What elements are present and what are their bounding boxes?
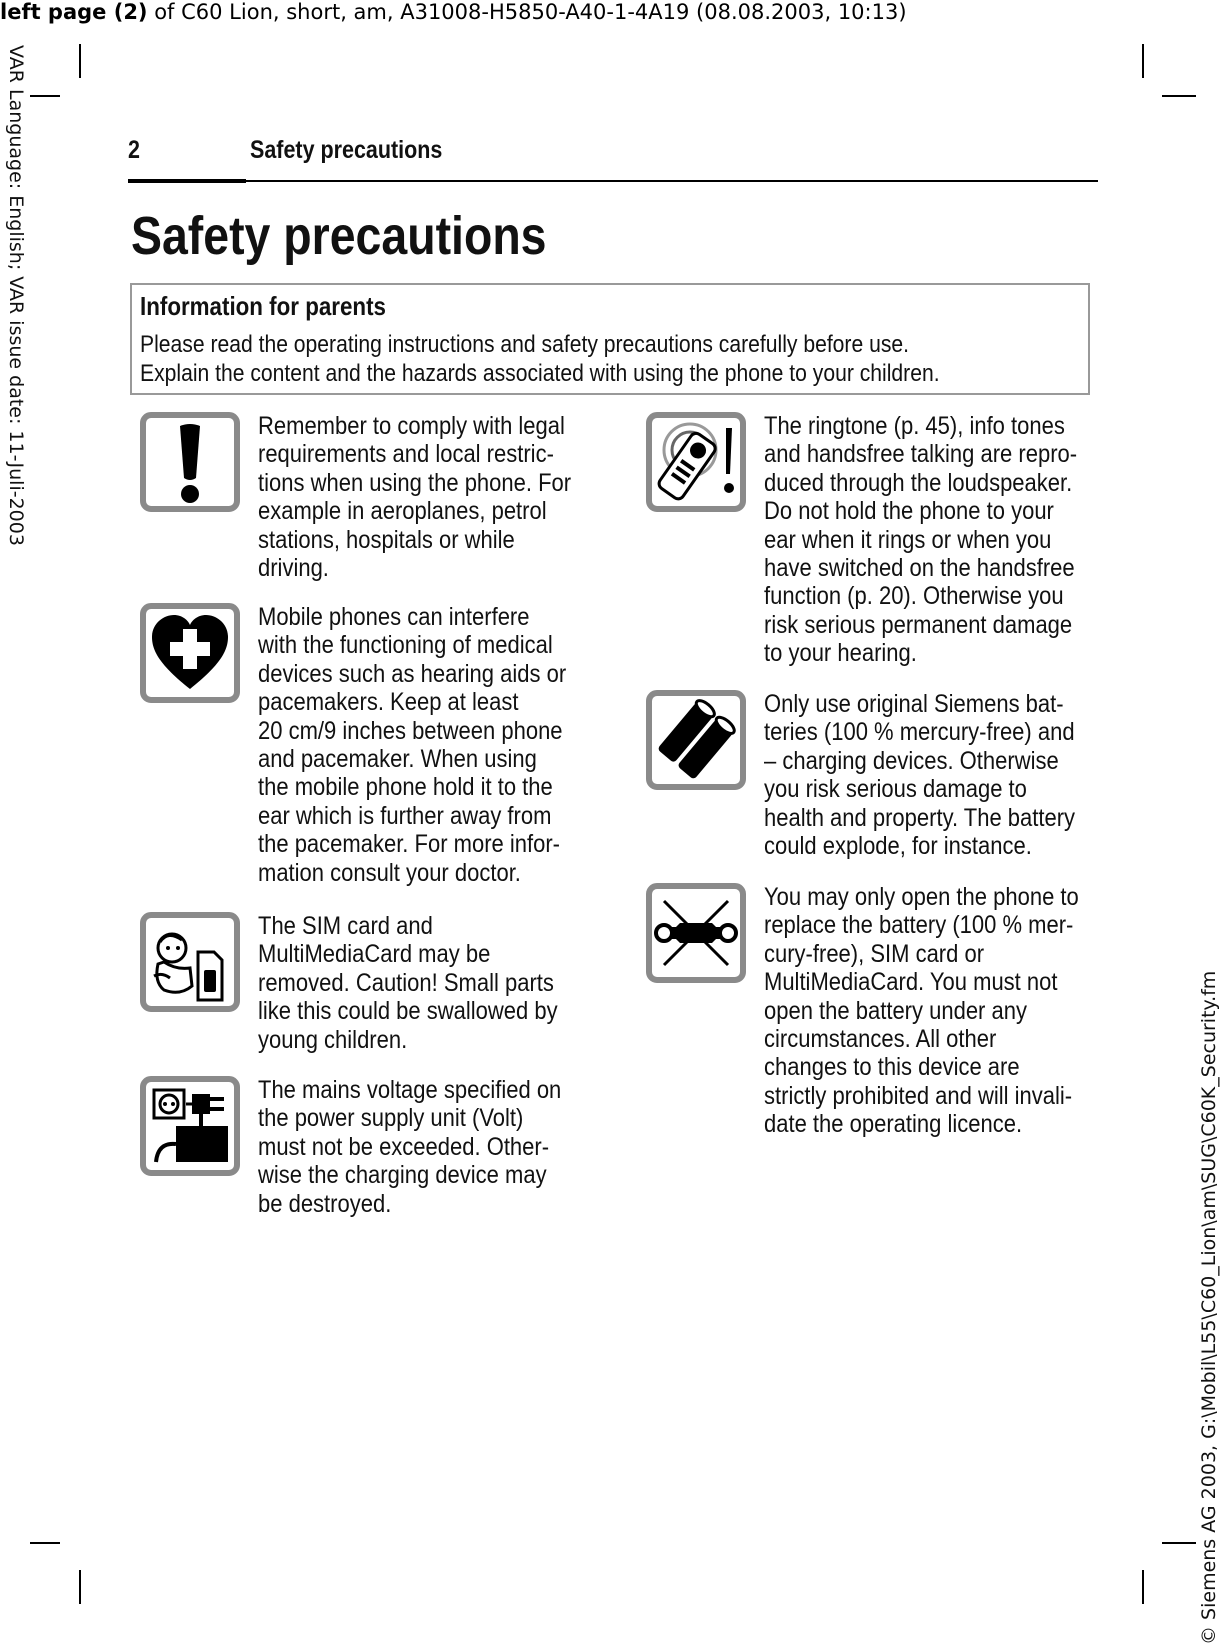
text-line: teries (100 % mercury-free) and bbox=[764, 718, 1075, 747]
text-line: and handsfree talking are repro- bbox=[764, 440, 1078, 469]
safety-item-text bbox=[764, 412, 1076, 668]
text-line: duced through the loudspeaker. bbox=[764, 468, 1073, 497]
info-box-parents bbox=[130, 283, 1090, 395]
text-line: ear which is further away from bbox=[258, 801, 552, 830]
text-line: and pacemaker. When using bbox=[258, 745, 537, 774]
text-line: replace the battery (100 % mer- bbox=[764, 911, 1074, 940]
text-line: with the functioning of medical bbox=[258, 631, 553, 660]
text-line: open the battery under any bbox=[764, 996, 1027, 1025]
text-line: The SIM card and bbox=[258, 912, 433, 940]
text-line: tions when using the phone. For bbox=[258, 468, 572, 497]
copyright-file-path: © Siemens AG 2003, G:\Mobil\L55\C60_Lion\am\SUG\C60K_Security.fm bbox=[1198, 970, 1220, 1645]
text-line: ear when it rings or when you bbox=[764, 525, 1052, 554]
safety-item-text bbox=[764, 883, 1079, 1139]
loudspeaker-phone-icon bbox=[646, 412, 746, 512]
var-language-note: VAR Language: English; VAR issue date: 11-Juli-2003 bbox=[5, 45, 27, 546]
text-line: 20 cm/9 inches between phone bbox=[258, 716, 563, 745]
text-line: wise the charging device may bbox=[258, 1161, 547, 1190]
text-line: Only use original Siemens bat- bbox=[764, 690, 1064, 718]
text-line: MultiMediaCard. You must not bbox=[764, 968, 1058, 997]
text-line: like this could be swallowed by bbox=[258, 997, 558, 1026]
text-line: Mobile phones can interfere bbox=[258, 603, 530, 631]
crop-mark bbox=[1162, 1542, 1196, 1544]
page-number: 2 bbox=[128, 136, 140, 164]
header-rule-thick bbox=[128, 179, 246, 183]
text-line: The ringtone (p. 45), info tones bbox=[764, 412, 1065, 440]
heart-cross-icon bbox=[140, 603, 240, 703]
text-line: the pacemaker. For more infor- bbox=[258, 830, 561, 859]
page-title: Safety precautions bbox=[131, 206, 547, 266]
crop-mark bbox=[79, 44, 81, 78]
crop-mark bbox=[30, 95, 60, 97]
text-line: changes to this device are bbox=[764, 1053, 1020, 1082]
header-rule bbox=[246, 180, 1098, 182]
text-line: example in aeroplanes, petrol bbox=[258, 497, 547, 526]
text-line: the power supply unit (Volt) bbox=[258, 1104, 524, 1133]
text-line: mation consult your doctor. bbox=[258, 858, 521, 887]
text-line: The mains voltage specified on bbox=[258, 1076, 562, 1104]
text-line: pacemakers. Keep at least bbox=[258, 688, 519, 717]
header-page-label: left page (2) bbox=[0, 0, 148, 24]
text-line: MultiMediaCard may be bbox=[258, 940, 491, 969]
text-line: requirements and local restric- bbox=[258, 440, 554, 469]
text-line: risk serious permanent damage bbox=[764, 610, 1073, 639]
info-box-line: Please read the operating instructions and safety precautions carefully before use. bbox=[140, 331, 909, 358]
header-document-info: of C60 Lion, short, am, A31008-H5850-A40-1-4A19 (08.08.2003, 10:13) bbox=[147, 0, 907, 24]
crop-mark bbox=[1142, 44, 1144, 78]
text-line: – charging devices. Otherwise bbox=[764, 746, 1059, 775]
info-box-title: Information for parents bbox=[140, 291, 386, 321]
safety-item-text bbox=[258, 1076, 570, 1218]
crop-mark bbox=[79, 1570, 81, 1604]
exclamation-icon bbox=[140, 412, 240, 512]
running-title: Safety precautions bbox=[250, 136, 443, 164]
text-line: Do not hold the phone to your bbox=[764, 497, 1054, 526]
side-right-margin bbox=[1196, 880, 1226, 1645]
text-line: health and property. The battery bbox=[764, 803, 1076, 832]
text-line: the mobile phone hold it to the bbox=[258, 773, 553, 802]
crop-mark bbox=[30, 1542, 60, 1544]
document-header bbox=[0, 0, 1120, 30]
child-sim-card-icon bbox=[140, 912, 240, 1012]
text-line: You may only open the phone to bbox=[764, 883, 1079, 911]
text-line: cury-free), SIM card or bbox=[764, 939, 985, 968]
text-line: Remember to comply with legal bbox=[258, 412, 565, 440]
safety-item-text bbox=[258, 603, 570, 887]
text-line: be destroyed. bbox=[258, 1189, 392, 1218]
text-line: strictly prohibited and will invali- bbox=[764, 1081, 1073, 1110]
text-line: must not be exceeded. Other- bbox=[258, 1132, 550, 1161]
power-supply-icon bbox=[140, 1076, 240, 1176]
running-head bbox=[128, 136, 1098, 182]
safety-item-text bbox=[764, 690, 1076, 860]
side-left-margin bbox=[0, 45, 30, 625]
info-box-line: Explain the content and the hazards associated with using the phone to your children. bbox=[140, 360, 940, 387]
text-line: to your hearing. bbox=[764, 639, 917, 668]
safety-item-text bbox=[258, 912, 570, 1054]
text-line: function (p. 20). Otherwise you bbox=[764, 582, 1064, 611]
text-line: removed. Caution! Small parts bbox=[258, 968, 554, 997]
text-line: devices such as hearing aids or bbox=[258, 659, 567, 688]
text-line: young children. bbox=[258, 1025, 408, 1054]
text-line: driving. bbox=[258, 554, 329, 583]
text-line: you risk serious damage to bbox=[764, 775, 1027, 804]
text-line: circumstances. All other bbox=[764, 1025, 997, 1054]
battery-icon bbox=[646, 690, 746, 790]
crop-mark bbox=[1162, 95, 1196, 97]
text-line: have switched on the handsfree bbox=[764, 554, 1075, 583]
text-line: stations, hospitals or while bbox=[258, 525, 515, 554]
safety-item-text bbox=[258, 412, 570, 582]
text-line: could explode, for instance. bbox=[764, 832, 1032, 861]
text-line: date the operating licence. bbox=[764, 1110, 1023, 1139]
crop-mark bbox=[1142, 1570, 1144, 1604]
crossed-tools-icon bbox=[646, 883, 746, 983]
